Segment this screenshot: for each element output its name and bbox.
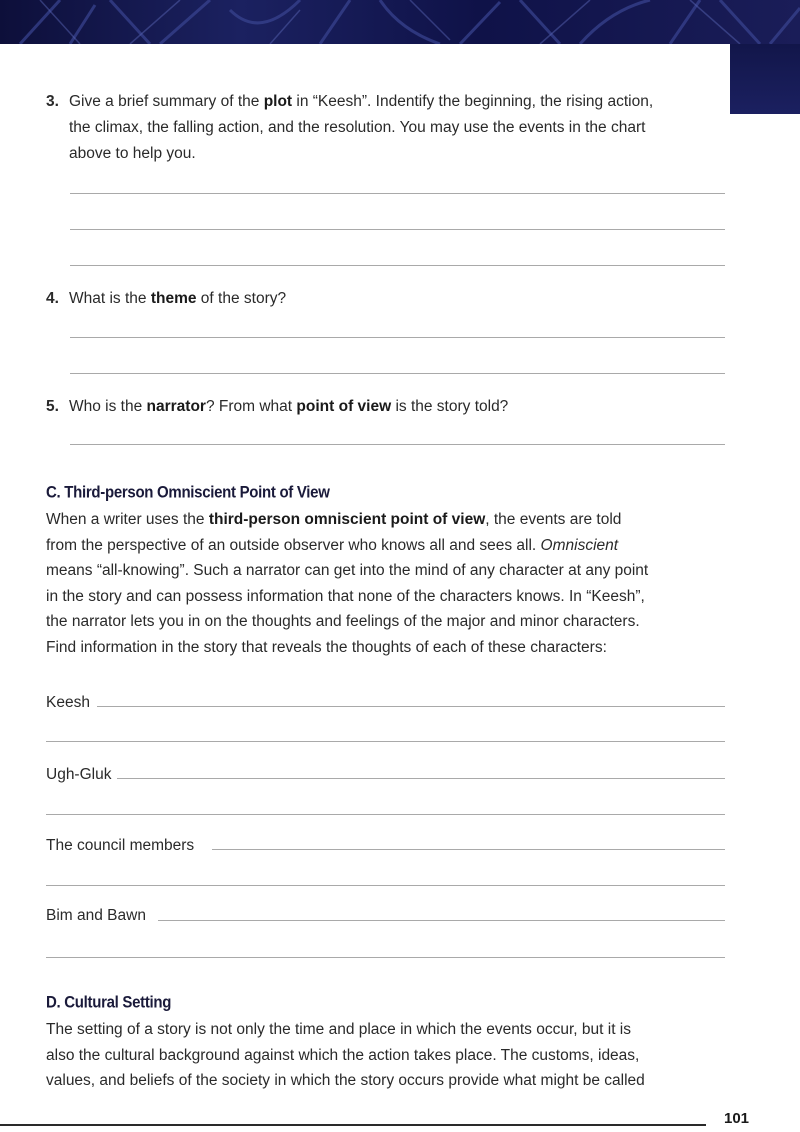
text-segment: Who is the xyxy=(69,398,147,415)
answer-line[interactable] xyxy=(70,265,725,266)
text-segment: , the events are told xyxy=(485,511,622,528)
keyword-narrator: narrator xyxy=(146,398,206,415)
keyword-point-of-view: point of view xyxy=(296,398,392,415)
text-segment: values, and beliefs of the society in which the story occurs provide what might be called xyxy=(46,1072,645,1090)
answer-line[interactable] xyxy=(70,337,725,338)
keyword-plot: plot xyxy=(263,93,293,110)
question-number: 5. xyxy=(46,398,59,415)
answer-line[interactable] xyxy=(70,373,725,374)
character-label-ugh-gluk: Ugh-Gluk xyxy=(46,766,112,783)
answer-line[interactable] xyxy=(70,444,725,445)
answer-line[interactable] xyxy=(46,741,725,742)
footer-rule xyxy=(0,1124,706,1126)
text-segment: means “all-knowing”. Such a narrator can get into the mind of any character at any point xyxy=(46,562,649,580)
answer-line[interactable] xyxy=(46,885,725,886)
text-segment: the climax, the falling action, and the resolution. You may use the events in the chart xyxy=(69,119,646,136)
page-number: 101 xyxy=(724,1110,750,1127)
answer-line[interactable] xyxy=(70,193,725,194)
text-segment: ? From what xyxy=(205,398,297,415)
answer-line[interactable] xyxy=(158,920,725,921)
keyword-theme: theme xyxy=(150,290,197,307)
text-segment: Find information in the story that reveals the thoughts of each of these characters: xyxy=(46,638,607,656)
text-segment: Give a brief summary of the xyxy=(69,93,264,110)
question-4 xyxy=(46,286,736,312)
section-d-paragraph xyxy=(46,1017,736,1094)
character-label-bim-and-bawn: Bim and Bawn xyxy=(46,907,146,924)
text-segment: When a writer uses the xyxy=(46,511,209,528)
question-5 xyxy=(46,394,736,420)
section-c-heading: C. Third-person Omniscient Point of View xyxy=(46,483,330,502)
question-number: 3. xyxy=(46,93,59,110)
answer-line[interactable] xyxy=(70,229,725,230)
character-label-council-members: The council members xyxy=(46,837,195,854)
answer-line[interactable] xyxy=(117,778,725,779)
question-text xyxy=(69,89,653,167)
text-segment: The setting of a story is not only the time and place in which the events occur, but it is xyxy=(46,1021,632,1038)
section-c-paragraph xyxy=(46,507,736,661)
answer-line[interactable] xyxy=(212,849,725,850)
answer-line[interactable] xyxy=(97,706,725,707)
text-segment: from the perspective of an outside observer who knows all and sees all. xyxy=(46,536,541,554)
question-text xyxy=(69,394,508,420)
answer-line[interactable] xyxy=(46,957,725,958)
character-label-keesh: Keesh xyxy=(46,694,90,711)
text-segment: in “Keesh”. Indentify the beginning, the rising action, xyxy=(292,93,654,110)
section-d-heading: D. Cultural Setting xyxy=(46,993,172,1012)
italic-term: Omniscient xyxy=(540,536,619,554)
text-segment: of the story? xyxy=(196,290,287,307)
question-number: 4. xyxy=(46,290,59,307)
text-segment: is the story told? xyxy=(391,398,509,415)
text-segment: What is the xyxy=(69,290,151,307)
text-segment: the narrator lets you in on the thoughts and feelings of the major and minor characters. xyxy=(46,613,640,631)
text-segment: also the cultural background against which the action takes place. The customs, ideas, xyxy=(46,1046,640,1064)
answer-line[interactable] xyxy=(46,814,725,815)
keyword-third-person-omniscient: third-person omniscient point of view xyxy=(208,511,486,528)
question-text xyxy=(69,286,286,312)
text-segment: in the story and can possess information that none of the characters knows. In “Keesh”, xyxy=(46,587,645,605)
question-3 xyxy=(46,89,736,169)
text-segment: above to help you. xyxy=(69,145,196,162)
